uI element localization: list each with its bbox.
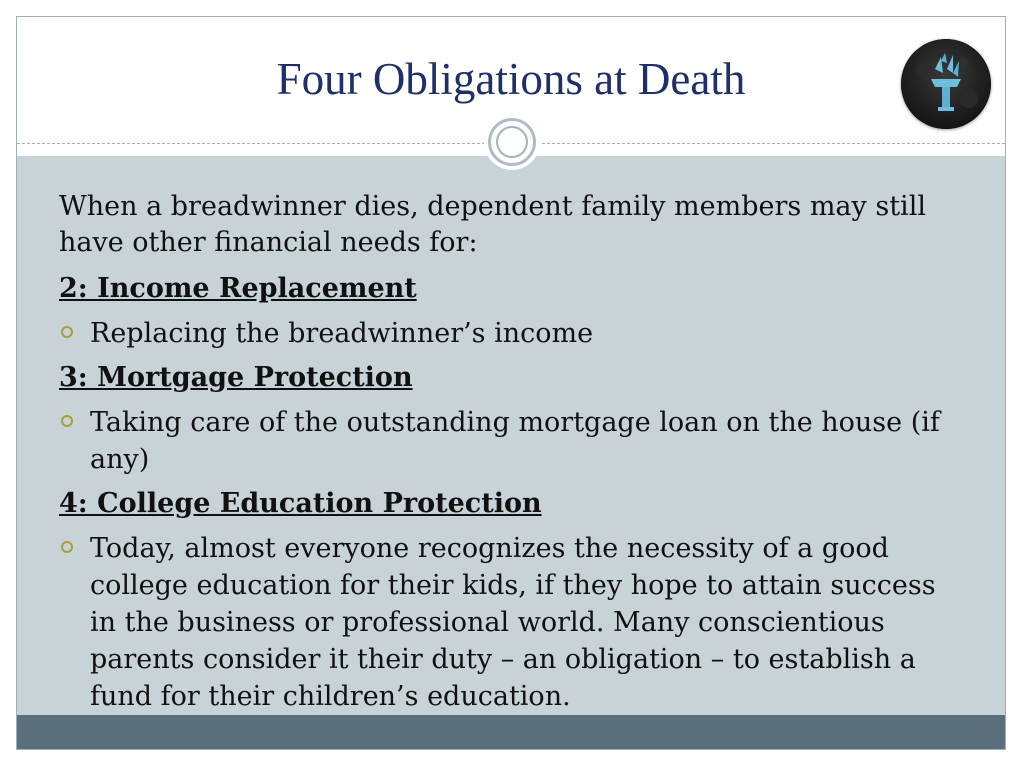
torch-logo-icon (901, 39, 991, 129)
slide (16, 16, 1006, 750)
slide-body (59, 189, 969, 723)
section-heading-mortgage: 3: Mortgage Protection (59, 362, 413, 393)
bullet-text: Replacing the breadwinner’s income (90, 318, 594, 349)
circle-ornament-icon (488, 118, 536, 166)
footer-bar (17, 715, 1005, 749)
intro-text: When a breadwinner dies, dependent family members may still have other financial needs for: (59, 191, 926, 258)
ring-bullet-icon (61, 326, 73, 338)
bullet-income (59, 315, 969, 352)
section-heading-college: 4: College Education Protection (59, 488, 542, 519)
section-heading-income: 2: Income Replacement (59, 273, 417, 304)
bullet-mortgage (59, 404, 969, 478)
slide-title: Four Obligations at Death (276, 54, 746, 104)
bullet-text: Taking care of the outstanding mortgage loan on the house (if any) (90, 407, 940, 475)
ring-bullet-icon (61, 541, 73, 553)
bullet-text: Today, almost everyone recognizes the necessity of a good college education for their kids, if they hope to attain success in the business or professional world. Many conscientious parents consider it their duty – an obligation – to establish a fund for their children’s education. (90, 533, 936, 712)
ring-bullet-icon (61, 415, 73, 427)
content-area (17, 156, 1005, 715)
bullet-college (59, 530, 969, 715)
